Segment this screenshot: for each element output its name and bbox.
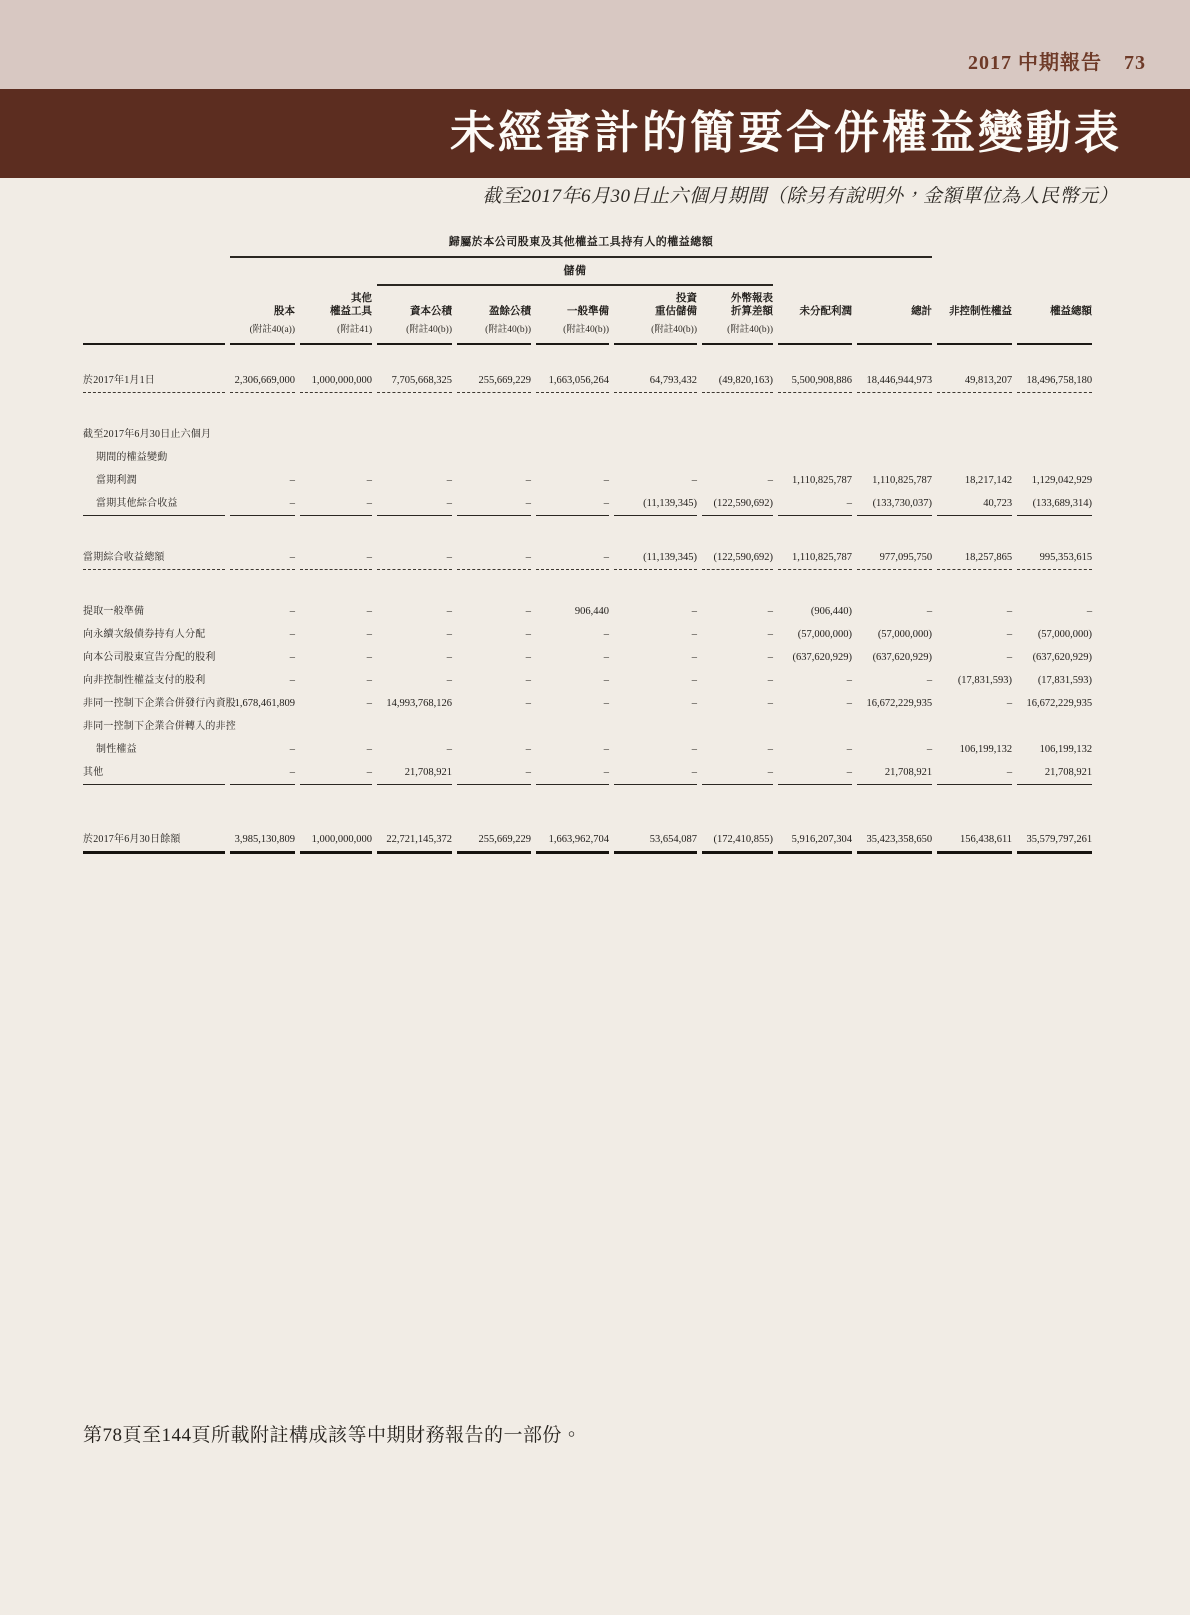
spacer-cell (83, 785, 1092, 815)
value-cell (857, 446, 932, 469)
value-cell: – (289, 475, 295, 486)
value-cell: – (230, 761, 295, 785)
column-title: 股本 (274, 306, 295, 317)
column-title: 一般準備 (567, 306, 609, 317)
value-cell (702, 446, 773, 469)
value-cell: – (603, 629, 609, 640)
column-note: (附註40(b)) (457, 318, 531, 345)
value-cell: 18,217,142 (964, 475, 1013, 486)
value-cell: 21,708,921 (857, 761, 932, 785)
column-note (778, 318, 852, 345)
value-cell: 21,708,921 (377, 761, 452, 785)
row-label: 其他 (83, 761, 225, 785)
value-cell: – (446, 744, 452, 755)
value-cell: 7,705,668,325 (377, 345, 452, 393)
value-cell: 14,993,768,126 (386, 698, 452, 709)
value-cell (857, 423, 932, 446)
table-row (83, 600, 1092, 623)
value-cell: – (926, 606, 933, 617)
value-cell: – (446, 652, 452, 663)
value-cell: – (366, 744, 372, 755)
row-label: 非同一控制下企業合併發行內資股 (83, 698, 236, 709)
value-cell: – (366, 675, 372, 686)
value-cell: – (230, 546, 295, 570)
value-cell: 22,721,145,372 (377, 815, 452, 854)
value-cell: – (778, 492, 852, 516)
table-row (83, 469, 1092, 492)
value-cell: 906,440 (574, 606, 609, 617)
value-cell: – (446, 629, 452, 640)
table-row (83, 692, 1092, 715)
value-cell (457, 715, 531, 738)
value-cell (1017, 446, 1092, 469)
value-cell: – (536, 761, 609, 785)
value-cell: – (846, 744, 852, 755)
row-label: 期間的權益變動 (96, 452, 168, 463)
value-cell: (133,689,314) (1017, 492, 1092, 516)
table-row (83, 446, 1092, 469)
spacer-cell (937, 227, 1012, 258)
value-cell: – (937, 761, 1012, 785)
spacer-cell (83, 258, 225, 286)
value-cell: – (603, 475, 609, 486)
value-cell: 255,669,229 (457, 815, 531, 854)
row-label: 向本公司股東宣告分配的股利 (83, 652, 216, 663)
value-cell: – (1086, 606, 1093, 617)
value-cell: – (691, 744, 697, 755)
table-row (83, 715, 1092, 738)
value-cell: – (289, 606, 295, 617)
equity-table (78, 227, 1097, 854)
table-row (83, 646, 1092, 669)
page-header-band (0, 0, 1190, 89)
value-cell: – (525, 629, 531, 640)
value-cell: 1,678,461,809 (234, 698, 295, 709)
value-cell: – (366, 652, 372, 663)
value-cell: 40,723 (937, 492, 1012, 516)
value-cell: – (525, 744, 531, 755)
value-cell (614, 715, 697, 738)
value-cell (778, 423, 852, 446)
column-title: 權益總額 (1050, 306, 1093, 317)
value-cell: – (525, 606, 531, 617)
value-cell: – (767, 475, 773, 486)
spacer-cell (778, 258, 852, 286)
value-cell: 16,672,229,935 (1026, 698, 1093, 709)
column-note: (附註40(b)) (614, 318, 697, 345)
value-cell: – (457, 761, 531, 785)
value-cell (536, 423, 609, 446)
column-title: 未分配利潤 (799, 306, 852, 317)
column-note (1017, 318, 1092, 345)
page-number: 73 (1124, 52, 1146, 74)
value-cell (1017, 715, 1092, 738)
value-cell (1017, 423, 1092, 446)
value-cell: (637,620,929) (792, 652, 852, 663)
value-cell: 16,672,229,935 (866, 698, 933, 709)
table-row (83, 623, 1092, 646)
value-cell: (11,139,345) (614, 492, 697, 516)
value-cell (377, 715, 452, 738)
table-row (83, 546, 1092, 570)
value-cell: – (603, 675, 609, 686)
value-cell: 5,916,207,304 (778, 815, 852, 854)
value-cell: 1,110,825,787 (872, 475, 933, 486)
value-cell: 18,446,944,973 (857, 345, 932, 393)
spacer-cell (83, 570, 1092, 600)
column-title: 盈餘公積 (489, 306, 531, 317)
value-cell: 64,793,432 (614, 345, 697, 393)
group-header-row (83, 227, 1092, 258)
value-cell (614, 446, 697, 469)
value-cell: 18,496,758,180 (1017, 345, 1092, 393)
value-cell: – (446, 675, 452, 686)
value-cell (300, 715, 372, 738)
value-cell: (122,590,692) (702, 492, 773, 516)
table-row (83, 669, 1092, 692)
value-cell: (57,000,000) (797, 629, 852, 640)
column-notes-row (83, 318, 1092, 345)
value-cell: (11,139,345) (614, 546, 697, 570)
column-title: 資本公積 (410, 306, 452, 317)
column-titles-row (83, 286, 1092, 318)
spacer-cell (1017, 227, 1092, 258)
column-note (937, 318, 1012, 345)
edition-title: 2017 中期報告 (968, 52, 1102, 74)
value-cell: – (603, 698, 609, 709)
table-row (83, 492, 1092, 516)
value-cell: 49,813,207 (937, 345, 1012, 393)
spacer-cell (83, 516, 1092, 546)
value-cell: – (614, 761, 697, 785)
value-cell: – (230, 492, 295, 516)
value-cell: – (289, 675, 295, 686)
column-title: 非控制性權益 (949, 306, 1013, 317)
value-cell (937, 423, 1012, 446)
page-title: 未經審計的簡要合併權益變動表 (449, 108, 1122, 158)
value-cell (300, 423, 372, 446)
value-cell: (57,000,000) (877, 629, 933, 640)
value-cell: – (457, 492, 531, 516)
value-cell: – (300, 761, 372, 785)
value-cell: – (691, 475, 697, 486)
value-cell: 1,000,000,000 (300, 345, 372, 393)
row-label: 於2017年1月1日 (83, 345, 225, 393)
table-row (83, 761, 1092, 785)
value-cell: – (525, 475, 531, 486)
value-cell: – (377, 546, 452, 570)
value-cell: 2,306,669,000 (230, 345, 295, 393)
value-cell: – (767, 744, 773, 755)
row-label: 向永續次級債券持有人分配 (83, 629, 206, 640)
value-cell: 1,129,042,929 (1031, 475, 1093, 486)
value-cell (230, 715, 295, 738)
row-label: 提取一般準備 (83, 606, 145, 617)
column-title: 外幣報表 折算差額 (731, 293, 773, 317)
value-cell: 18,257,865 (937, 546, 1012, 570)
value-cell: – (926, 675, 933, 686)
value-cell: – (525, 652, 531, 663)
spacer-cell (857, 258, 932, 286)
value-cell: – (1006, 606, 1013, 617)
value-cell: 995,353,615 (1017, 546, 1092, 570)
value-cell: – (691, 698, 697, 709)
value-cell: – (536, 492, 609, 516)
equity-table-head (83, 227, 1092, 345)
value-cell: – (603, 744, 609, 755)
spacer-cell (83, 393, 1092, 423)
value-cell: – (289, 629, 295, 640)
reserves-header: 儲備 (377, 258, 773, 286)
value-cell: – (366, 475, 372, 486)
value-cell: – (300, 492, 372, 516)
value-cell: – (525, 698, 531, 709)
value-cell (230, 423, 295, 446)
value-cell: (122,590,692) (702, 546, 773, 570)
value-cell: – (767, 606, 773, 617)
spacer-cell (83, 286, 225, 318)
value-cell: (133,730,037) (857, 492, 932, 516)
value-cell: – (525, 675, 531, 686)
value-cell: – (366, 606, 372, 617)
value-cell (536, 446, 609, 469)
table-row (83, 738, 1092, 761)
report-edition (968, 46, 1146, 75)
spacer-row (83, 570, 1092, 600)
value-cell: 35,423,358,650 (857, 815, 932, 854)
value-cell: 106,199,132 (1039, 744, 1093, 755)
value-cell: – (289, 744, 295, 755)
equity-table-body (83, 345, 1092, 854)
column-note: (附註40(a)) (230, 318, 295, 345)
value-cell (230, 446, 295, 469)
value-cell: – (846, 675, 852, 686)
value-cell: (57,000,000) (1037, 629, 1093, 640)
value-cell: – (846, 698, 852, 709)
value-cell: – (603, 652, 609, 663)
spacer-cell (937, 258, 1012, 286)
value-cell: – (289, 652, 295, 663)
value-cell: 977,095,750 (857, 546, 932, 570)
spacer-row (83, 516, 1092, 546)
value-cell: – (767, 629, 773, 640)
value-cell: 156,438,611 (937, 815, 1012, 854)
value-cell: – (691, 675, 697, 686)
value-cell: (906,440) (810, 606, 852, 617)
value-cell: – (778, 761, 852, 785)
value-cell: – (691, 629, 697, 640)
value-cell: – (377, 492, 452, 516)
value-cell: – (446, 606, 452, 617)
row-label: 當期利潤 (96, 475, 137, 486)
footer-note: 第78頁至144頁所載附註構成該等中期財務報告的一部份。 (83, 1425, 582, 1446)
value-cell (536, 715, 609, 738)
value-cell: – (691, 652, 697, 663)
title-banner (0, 89, 1190, 178)
value-cell: – (536, 546, 609, 570)
table-row (83, 815, 1092, 854)
row-label: 向非控制性權益支付的股利 (83, 675, 206, 686)
value-cell: 106,199,132 (959, 744, 1013, 755)
value-cell: – (767, 698, 773, 709)
value-cell (937, 715, 1012, 738)
value-cell (300, 446, 372, 469)
spacer-cell (83, 318, 225, 345)
value-cell: – (446, 475, 452, 486)
value-cell (702, 423, 773, 446)
spacer-cell (230, 258, 295, 286)
value-cell: – (1006, 698, 1013, 709)
column-note: (附註40(b)) (702, 318, 773, 345)
value-cell: – (366, 698, 372, 709)
value-cell: – (702, 761, 773, 785)
value-cell: – (767, 652, 773, 663)
column-title: 其他 權益工具 (330, 293, 372, 317)
value-cell: – (1006, 652, 1013, 663)
value-cell: – (767, 675, 773, 686)
column-note: (附註41) (300, 318, 372, 345)
value-cell: 1,663,056,264 (536, 345, 609, 393)
value-cell: 5,500,908,886 (778, 345, 852, 393)
value-cell: (637,620,929) (872, 652, 933, 663)
value-cell (457, 423, 531, 446)
spacer-row (83, 393, 1092, 423)
row-label: 當期綜合收益總額 (83, 546, 225, 570)
column-title: 投資 重估儲備 (655, 293, 697, 317)
column-note: (附註40(b)) (536, 318, 609, 345)
value-cell: (49,820,163) (702, 345, 773, 393)
value-cell (457, 446, 531, 469)
value-cell: 255,669,229 (457, 345, 531, 393)
value-cell: 1,663,962,704 (536, 815, 609, 854)
value-cell: 21,708,921 (1017, 761, 1092, 785)
value-cell (702, 715, 773, 738)
table-row (83, 423, 1092, 446)
value-cell (377, 423, 452, 446)
value-cell: 35,579,797,261 (1017, 815, 1092, 854)
value-cell: 1,110,825,787 (792, 475, 852, 486)
value-cell: – (691, 606, 697, 617)
spacer-cell (300, 258, 372, 286)
value-cell: – (457, 546, 531, 570)
value-cell: 3,985,130,809 (230, 815, 295, 854)
value-cell (614, 423, 697, 446)
column-note: (附註40(b)) (377, 318, 452, 345)
value-cell: (17,831,593) (957, 675, 1013, 686)
value-cell (857, 715, 932, 738)
value-cell: 53,654,087 (614, 815, 697, 854)
row-label: 於2017年6月30日餘額 (83, 815, 225, 854)
value-cell: 1,000,000,000 (300, 815, 372, 854)
value-cell: (17,831,593) (1037, 675, 1093, 686)
column-note (857, 318, 932, 345)
spacer-cell (1017, 258, 1092, 286)
reserves-header-row (83, 258, 1092, 286)
table-row (83, 345, 1092, 393)
row-label: 當期其他綜合收益 (83, 492, 225, 516)
value-cell: (172,410,855) (702, 815, 773, 854)
row-label: 制性權益 (96, 744, 137, 755)
value-cell (778, 446, 852, 469)
value-cell (778, 715, 852, 738)
value-cell: – (366, 629, 372, 640)
value-cell (377, 446, 452, 469)
spacer-cell (83, 227, 225, 258)
value-cell: – (926, 744, 933, 755)
value-cell: (637,620,929) (1032, 652, 1093, 663)
row-label: 截至2017年6月30日止六個月 (83, 429, 212, 440)
value-cell: – (1006, 629, 1013, 640)
column-title: 總計 (911, 306, 933, 317)
value-cell: – (300, 546, 372, 570)
spacer-row (83, 785, 1092, 815)
value-cell: 1,110,825,787 (778, 546, 852, 570)
page-subtitle: 截至2017年6月30日止六個月期間（除另有說明外，金額單位為人民幣元） (482, 186, 1118, 207)
row-label: 非同一控制下企業合併轉入的非控 (83, 721, 236, 732)
group-header: 歸屬於本公司股東及其他權益工具持有人的權益總額 (230, 227, 932, 258)
value-cell (937, 446, 1012, 469)
